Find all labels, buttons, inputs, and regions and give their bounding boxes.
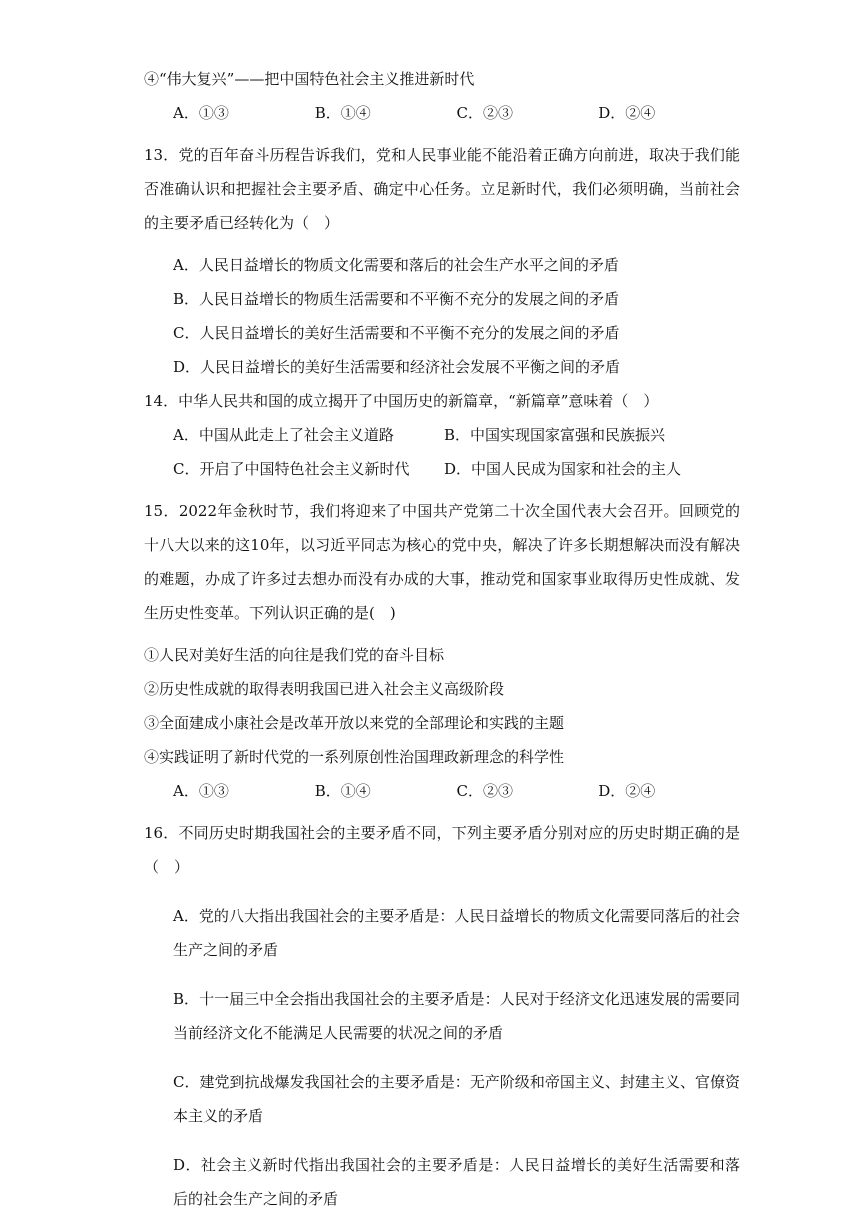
option-d: D．中国人民成为国家和社会的主人	[444, 460, 682, 478]
option-d: D．②④	[598, 782, 656, 800]
option-a: A．人民日益增长的物质文化需要和落后的社会生产水平之间的矛盾	[173, 256, 619, 274]
option-b: B．十一届三中全会指出我国社会的主要矛盾是：人民对于经济文化迅速发展的需要同当前经济文化不能满足人民需要的状况之间的矛盾	[173, 990, 740, 1042]
question-stem: 13．党的百年奋斗历程告诉我们，党和人民事业能不能沿着正确方向前进，取决于我们能否准确认识和把握社会主要矛盾、确定中心任务。立足新时代，我们必须明确，当前社会的主要矛盾已经转化为（ ）	[144, 146, 740, 232]
question-stem: 15．2022年金秋时节，我们将迎来了中国共产党第二十次全国代表大会召开。回顾党的十八大以来的这10年，以习近平同志为核心的党中央，解决了许多长期想解决而没有解决的难题，办成了许多过去想办而没有办成的大事，推动党和国家事业取得历史性成就、发生历史性变革。下列认识正确的是( )	[144, 502, 740, 622]
answer-options	[144, 103, 740, 123]
statement-1: ①人民对美好生活的向往是我们党的奋斗目标	[144, 646, 445, 664]
question-13	[144, 138, 740, 377]
option-a: A．①③	[173, 104, 229, 122]
option-d: D．社会主义新时代指出我国社会的主要矛盾是：人民日益增长的美好生活需要和落后的社会生产之间的矛盾	[173, 1156, 740, 1208]
option-d: D．人民日益增长的美好生活需要和经济社会发展不平衡之间的矛盾	[173, 358, 621, 376]
statement-4: ④“伟大复兴”——把中国特色社会主义推进新时代	[144, 70, 475, 88]
answer-options	[144, 781, 740, 801]
answer-options-row-2	[144, 459, 740, 479]
question-15	[144, 494, 740, 801]
option-b: B．人民日益增长的物质生活需要和不平衡不充分的发展之间的矛盾	[173, 290, 620, 308]
option-c: C．②③	[456, 782, 513, 800]
option-a: A．①③	[173, 782, 229, 800]
question-stem: 14．中华人民共和国的成立揭开了中国历史的新篇章，“新篇章”意味着（ ）	[144, 392, 659, 410]
statement-4: ④实践证明了新时代党的一系列原创性治国理政新理念的科学性	[144, 748, 565, 766]
statement-2: ②历史性成就的取得表明我国已进入社会主义高级阶段	[144, 680, 505, 698]
option-d: D．②④	[598, 104, 656, 122]
option-b: B．①④	[314, 782, 371, 800]
statement-3: ③全面建成小康社会是改革开放以来党的全部理论和实践的主题	[144, 714, 565, 732]
option-c: C．人民日益增长的美好生活需要和不平衡不充分的发展之间的矛盾	[173, 324, 620, 342]
option-c: C．②③	[456, 104, 513, 122]
question-stem: 16．不同历史时期我国社会的主要矛盾不同，下列主要矛盾分别对应的历史时期正确的是（ ）	[144, 824, 740, 876]
option-c: C．开启了中国特色社会主义新时代	[173, 460, 410, 478]
option-b: B．中国实现国家富强和民族振兴	[444, 426, 666, 444]
option-a: A．中国从此走上了社会主义道路	[173, 426, 394, 444]
option-b: B．①④	[314, 104, 371, 122]
answer-options-row-1	[144, 425, 740, 445]
question-12	[144, 69, 740, 123]
option-a: A．党的八大指出我国社会的主要矛盾是：人民日益增长的物质文化需要同落后的社会生产之间的矛盾	[173, 907, 740, 959]
option-c: C．建党到抗战爆发我国社会的主要矛盾是：无产阶级和帝国主义、封建主义、官僚资本主义的矛盾	[173, 1073, 740, 1125]
question-16	[144, 816, 740, 1216]
question-14	[144, 391, 740, 479]
